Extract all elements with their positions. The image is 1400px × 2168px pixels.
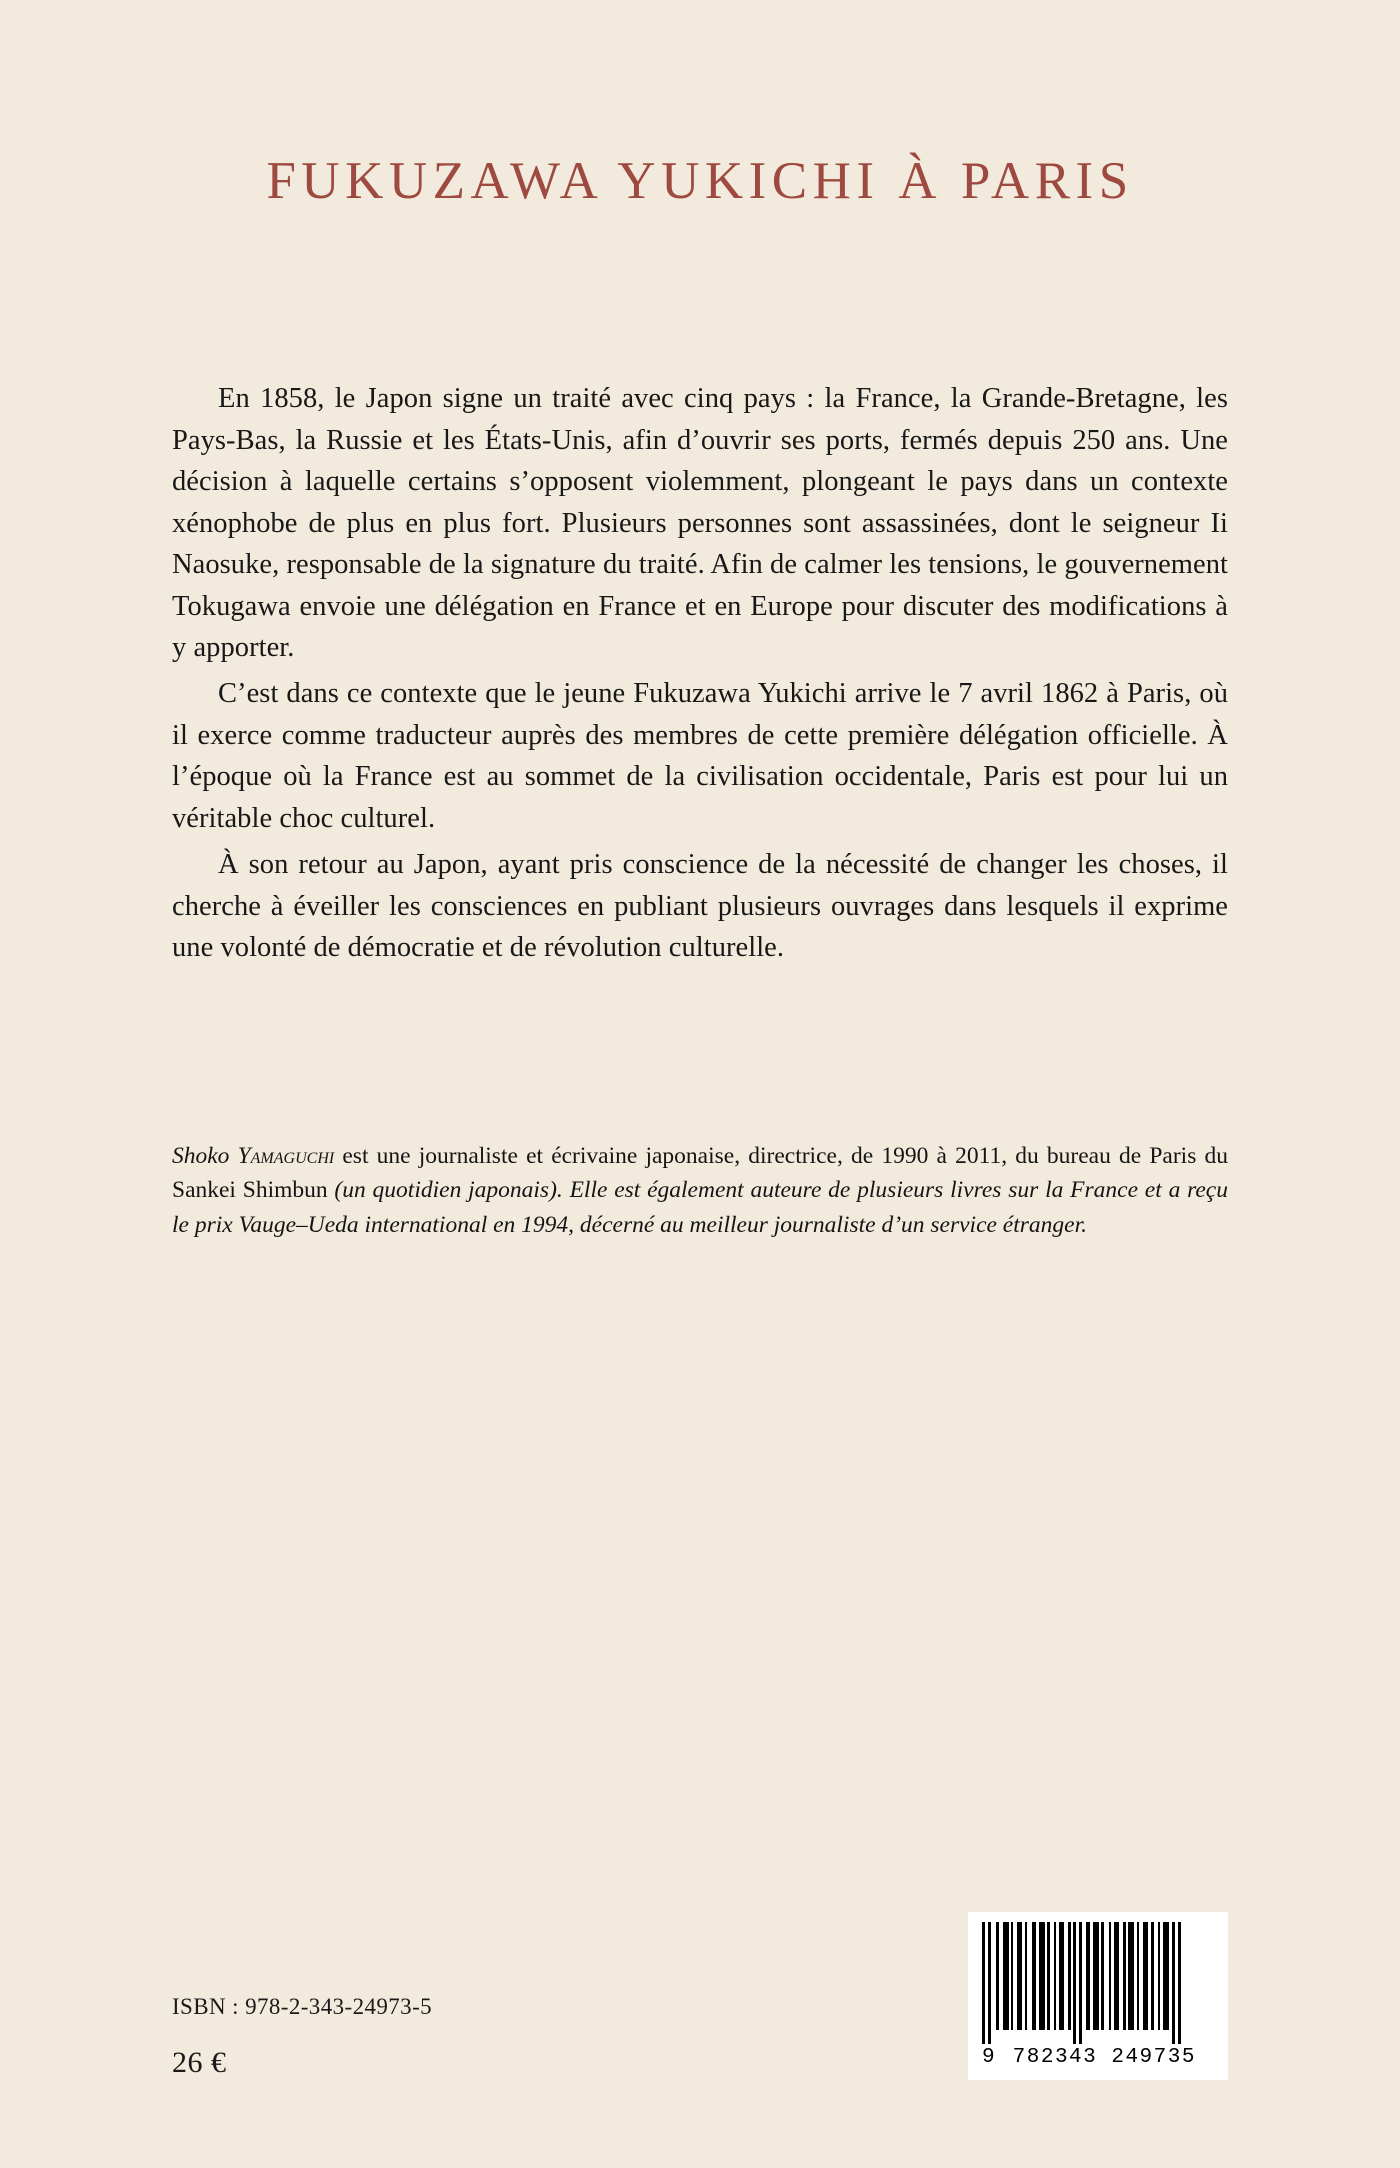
blurb-paragraph-2: C’est dans ce contexte que le jeune Fukuzawa Yukichi arrive le 7 avril 1862 à Paris, où il exerce comme traducteur auprès des membres de cette première délégation officielle. À l’époque où la France est au sommet de la civilisation occidentale, Paris est pour lui un véritable choc culturel. bbox=[172, 678, 1228, 834]
author-first-name: Shoko bbox=[172, 1142, 238, 1169]
barcode-bars bbox=[982, 1922, 1214, 2030]
barcode bbox=[968, 1912, 1228, 2080]
blurb-paragraph-3: À son retour au Japon, ayant pris conscience de la nécessité de changer les choses, il cherche à éveiller les consciences en publiant plusieurs ouvrages dans lesquels il exprime une volonté de démocratie et de révolution culturelle. bbox=[172, 849, 1228, 964]
blurb-paragraph-1: En 1858, le Japon signe un traité avec cinq pays : la France, la Grande-Bretagne, les Pays-Bas, la Russie et les États-Unis, afin d’ouvrir ses ports, fermés depuis 250 ans. Une décision à laquelle certains s’opposent violemment, plongeant le pays dans un contexte xénophobe de plus en plus fort. Plusieurs personnes sont assassinées, dont le seigneur Ii Naosuke, responsable de la signature du traité. Afin de calmer les tensions, le gouvernement Tokugawa envoie une délégation en France et en Europe pour discuter des modifications à y apporter. bbox=[172, 383, 1228, 664]
barcode-digits bbox=[982, 2046, 1214, 2069]
barcode-main-digits: 782343 249735 bbox=[1012, 2046, 1196, 2069]
author-bio-text-1: est une journaliste et écrivaine japonaise, directrice, de 1990 à 2011, du bureau de Paris du bbox=[334, 1142, 1228, 1169]
author-last-name: Yamaguchi bbox=[237, 1142, 335, 1169]
author-bio bbox=[172, 1139, 1228, 1243]
page-title: FUKUZAWA YUKICHI À PARIS bbox=[266, 152, 1134, 210]
barcode-lead-digit: 9 bbox=[982, 2046, 995, 2069]
author-publication: Sankei Shimbun bbox=[172, 1177, 328, 1204]
author-bio-text-2: (un quotidien japonais). Elle est également auteure de plusieurs livres sur la France et a reçu le prix Vauge–Ueda international en 1994, décerné au meilleur journaliste d’un service étranger. bbox=[172, 1177, 1228, 1239]
footer bbox=[172, 1994, 1228, 2080]
blurb-text bbox=[172, 378, 1228, 968]
isbn-text: ISBN : 978-2-343-24973-5 bbox=[172, 1994, 433, 2019]
price-text: 26 € bbox=[172, 2046, 227, 2079]
